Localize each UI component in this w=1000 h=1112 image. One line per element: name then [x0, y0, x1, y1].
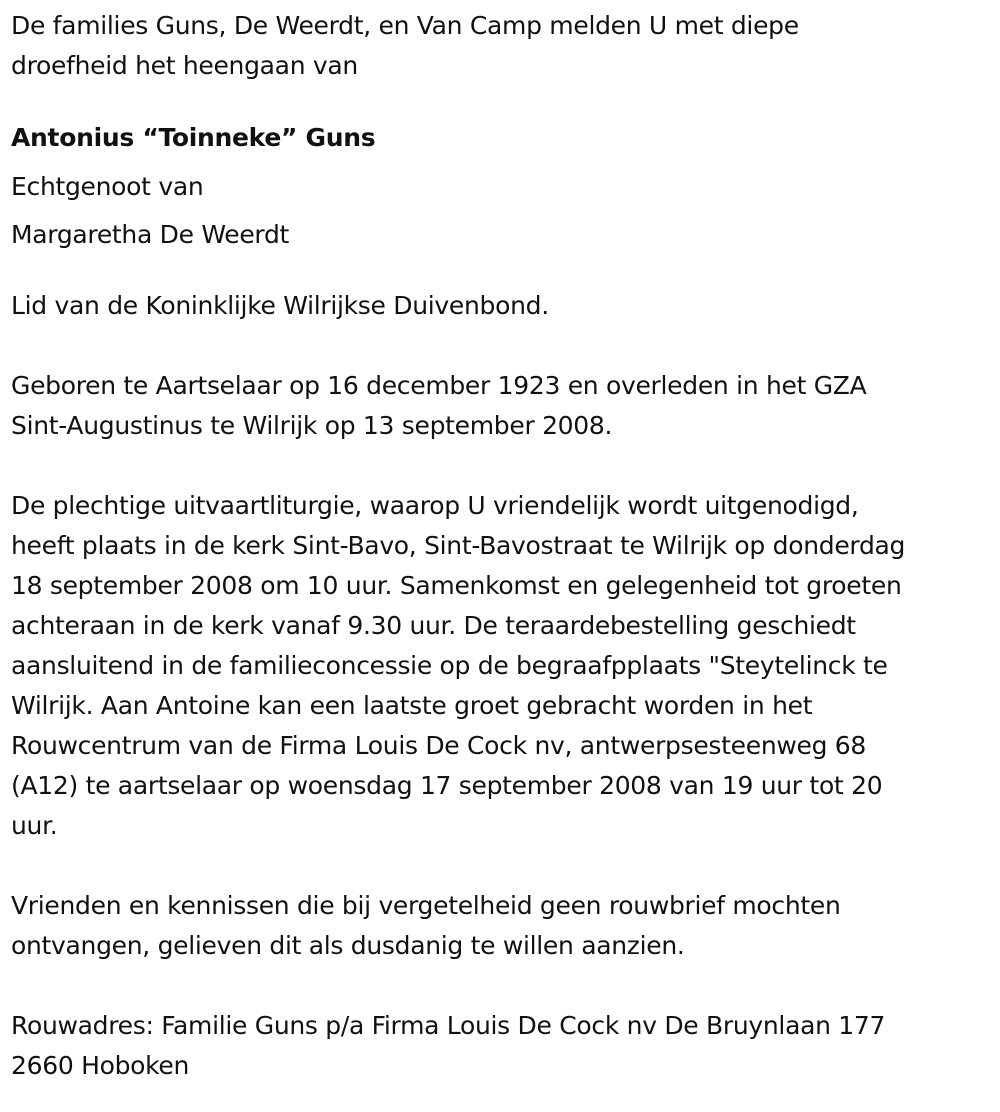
address-line: 2660 Hoboken: [11, 1051, 190, 1080]
spacer: [11, 326, 992, 366]
funeral-line: De plechtige uitvaartliturgie, waarop U vriendelijk wordt uitgenodigd,: [11, 491, 859, 520]
birth-death-paragraph: [11, 366, 992, 446]
deceased-name: Antonius “Toinneke” Guns: [11, 123, 376, 152]
funeral-line: heeft plaats in de kerk Sint-Bavo, Sint-Bavostraat te Wilrijk op donderdag: [11, 531, 906, 560]
address-line: Rouwadres: Familie Guns p/a Firma Louis De Cock nv De Bruynlaan 177: [11, 1011, 886, 1040]
friends-paragraph: [11, 886, 992, 966]
relation-label: Echtgenoot van: [11, 172, 204, 201]
funeral-line: Wilrijk. Aan Antoine kan een laatste groet gebracht worden in het: [11, 691, 813, 720]
funeral-line: achteraan in de kerk vanaf 9.30 uur. De teraardebestelling geschiedt: [11, 611, 856, 640]
address-paragraph: [11, 1006, 992, 1086]
intro-paragraph: [11, 6, 992, 86]
funeral-paragraph: [11, 486, 996, 846]
friends-line: ontvangen, gelieven dit als dusdanig te willen aanzien.: [11, 931, 685, 960]
funeral-line: 18 september 2008 om 10 uur. Samenkomst en gelegenheid tot groeten: [11, 571, 902, 600]
friends-line: Vrienden en kennissen die bij vergetelheid geen rouwbrief mochten: [11, 891, 841, 920]
spacer: [11, 259, 992, 286]
spacer: [11, 86, 992, 113]
membership-text: Lid van de Koninklijke Wilrijkse Duivenbond.: [11, 291, 549, 320]
birth-death-line: Sint-Augustinus te Wilrijk op 13 september 2008.: [11, 411, 613, 440]
funeral-line: aansluitend in de familieconcessie op de begraafpplaats "Steytelinck te: [11, 651, 888, 680]
spacer: [11, 846, 992, 886]
funeral-line: uur.: [11, 811, 58, 840]
funeral-line: (A12) te aartselaar op woensdag 17 september 2008 van 19 uur tot 20: [11, 771, 883, 800]
funeral-line: Rouwcentrum van de Firma Louis De Cock nv, antwerpsesteenweg 68: [11, 731, 867, 760]
spacer: [11, 966, 992, 1006]
spouse-name: Margaretha De Weerdt: [11, 220, 290, 249]
birth-death-line: Geboren te Aartselaar op 16 december 1923 en overleden in het GZA: [11, 371, 867, 400]
spacer: [11, 446, 992, 486]
intro-line: De families Guns, De Weerdt, en Van Camp melden U met diepe: [11, 11, 799, 40]
intro-line: droefheid het heengaan van: [11, 51, 358, 80]
